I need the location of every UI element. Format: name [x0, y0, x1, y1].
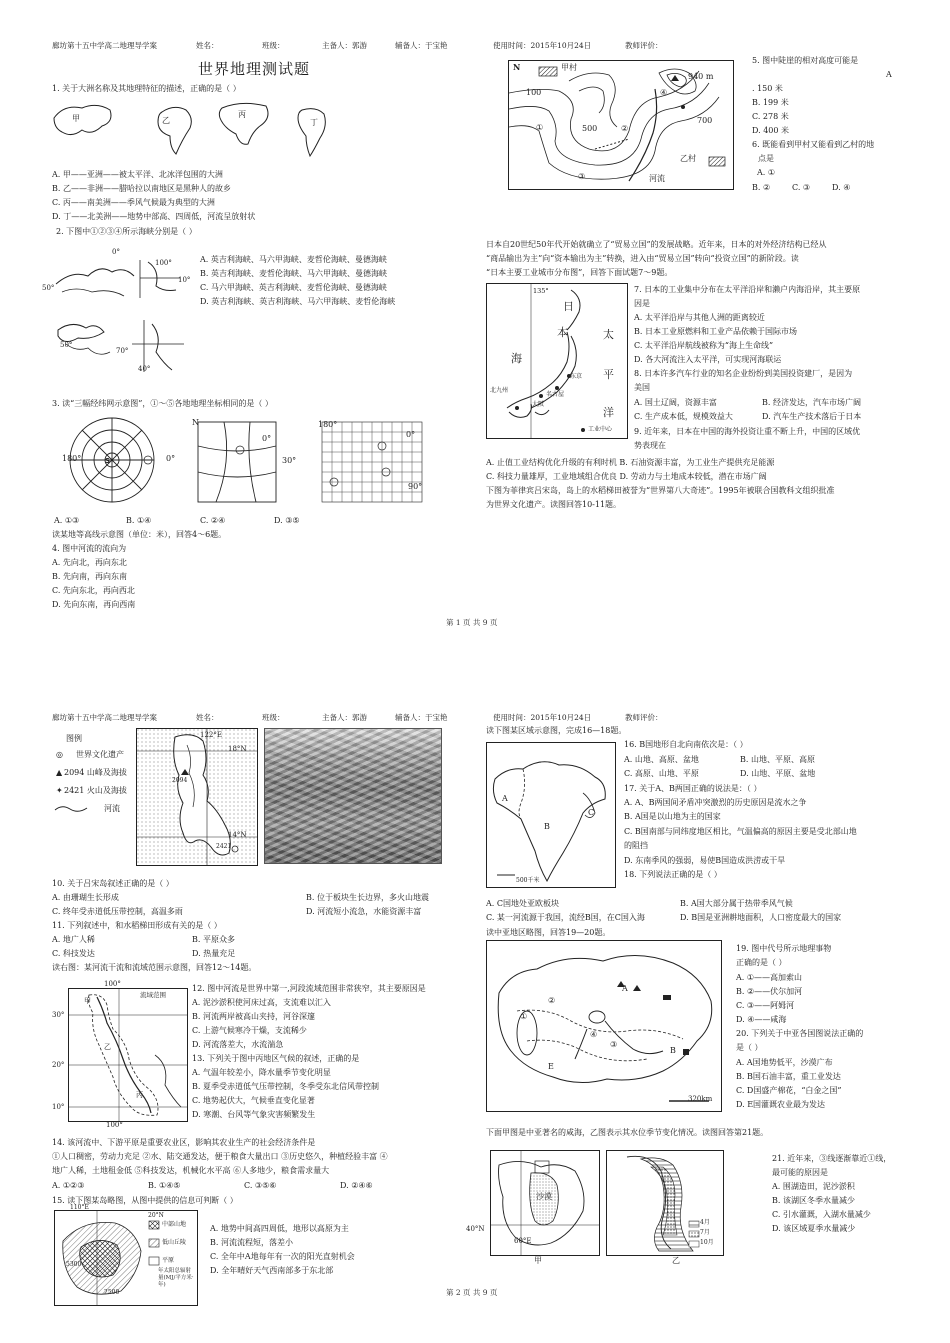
q5-option-d: D. 400 米: [752, 126, 790, 135]
south-asia-label-a: A: [502, 794, 508, 803]
q16-option-b: B. 山地、平原、高原: [740, 755, 815, 764]
q2-map-label-1: 50°: [42, 284, 55, 292]
japan-map-tokyo: 东京: [570, 373, 583, 380]
header-evaluation: 教师评价：: [625, 41, 663, 50]
q21-option-d: D. 该区域夏季水量减少: [772, 1224, 856, 1233]
q15-option-b: B. 河流流程短，落差小: [210, 1238, 293, 1247]
q3-label-0c: 0°: [406, 430, 416, 439]
luzon-label-2094: 2094: [172, 777, 188, 784]
q21-option-b: B. 该湖区冬季水量减少: [772, 1196, 855, 1205]
central-asia-label-4: ④: [590, 1030, 598, 1039]
q10-option-d: D. 河流短小流急，水能资源丰富: [306, 907, 422, 916]
contour-legend-jia: 甲村: [561, 63, 577, 72]
q9-stem-1: 9. 近年来，日本在中国的海外投资让重不断上升，中国的区域优: [634, 427, 861, 436]
q13-option-d: D. 寒潮、台风等气象灾害频繁发生: [192, 1110, 316, 1119]
q6-option-b: B. ②: [752, 183, 771, 192]
header-date: 使用时间：2015年10月24日: [493, 41, 592, 50]
q18-option-a: A. C国地处亚欧板块: [486, 899, 559, 908]
page-2-footer: 第 2 页 共 9 页: [446, 1288, 498, 1297]
q2-map-label-7: 40°: [138, 365, 151, 373]
q7-option-a: A. 太平洋沿岸与其他人洲的距离较近: [634, 313, 765, 322]
q3-option-c: C. ②④: [200, 516, 226, 525]
q10-option-b: B. 位于板块生长边界，多火山地震: [306, 893, 429, 902]
q21-option-c: C. 引水灌溉，入湖水量减少: [772, 1210, 871, 1219]
japan-map-hai: 海: [511, 352, 522, 365]
central-asia-scale: 320km: [688, 1095, 713, 1103]
q5-option-a: . 150 米: [752, 84, 783, 93]
q4-option-c: C. 先向东北，再向西北: [52, 586, 135, 595]
japan-map-ben: 本: [557, 326, 568, 339]
q2-option-b: B. 英吉利海峡、麦哲伦海峡、马六甲海峡、曼德海峡: [200, 269, 387, 278]
q8-stem-2: 美国: [634, 383, 650, 392]
header-name: 姓名：: [196, 713, 219, 722]
luzon-label-2421: 2421: [216, 843, 232, 850]
continent-jia: [54, 105, 111, 134]
aral-map-jia: [490, 1150, 600, 1256]
mekong-label-jia: 甲: [84, 997, 91, 1005]
q6-stem-2: 点是: [758, 154, 774, 163]
luzon-label-14n: 14°N: [228, 831, 247, 839]
hainan-legend-plain: 平原: [162, 1257, 175, 1264]
q5-option-c: C. 278 米: [752, 112, 789, 121]
japan-map-kitakyushu: 北九州: [490, 387, 509, 394]
mekong-label-100-top: 100°: [104, 980, 121, 988]
q12-option-c: C. 上游气候寒冷干燥，支流稀少: [192, 1026, 307, 1035]
q18-option-b: B. A国大部分属于热带季风气候: [680, 899, 793, 908]
q10-option-c: C. 终年受赤道低压带控制，高温多雨: [52, 907, 183, 916]
mekong-label-10: 10°: [52, 1103, 65, 1111]
q2-map-label-2: 0°: [112, 248, 120, 256]
q3-label-0a: 0°: [166, 454, 176, 463]
luzon-label-18n: 18°N: [228, 745, 247, 753]
south-asia-intro: 读下图某区域示意图，完成16—18题。: [486, 726, 627, 735]
q2-stem: 2. 下图中①②③④所示海峡分别是（ ）: [56, 227, 197, 236]
luzon-legend-volcano: 2421 火山及海拔: [64, 786, 127, 795]
aral-legend-apr: 4月: [700, 1219, 710, 1226]
page-1-footer: 第 1 页 共 9 页: [446, 618, 498, 627]
q2-map-label-3: 100°: [155, 259, 172, 267]
q1-option-b: B. 乙——非洲——腊哈拉以南地区是黑种人的故乡: [52, 184, 231, 193]
q3-label-180b: 180°: [318, 420, 338, 429]
q3-graticule-figure: [66, 416, 436, 508]
page-1: [0, 0, 950, 640]
q16-stem: 16. B国地形自北向南依次是：（ ）: [624, 740, 748, 749]
q1-option-d: D. 丁——北美洲——地势中部高、四周低，河流呈放射状: [52, 212, 256, 221]
q8-option-b: B. 经济发达，汽车市场广阔: [762, 398, 861, 407]
aral-intro: 下面甲图是中亚著名的咸海，乙图表示其水位季节变化情况。读图回答第21题。: [486, 1128, 769, 1137]
aral-legend-oct: 10月: [700, 1239, 714, 1246]
q20-stem-2: 是（ ）: [736, 1043, 763, 1052]
q12-option-d: D. 河流落差大，水流湍急: [192, 1040, 284, 1049]
luzon-legend-peak: 2094 山峰及海拔: [64, 768, 127, 777]
japan-map-legend: 工业中心: [588, 426, 613, 433]
q1-label-bing: 丙: [238, 110, 246, 119]
q7-stem-2: 因是: [634, 299, 650, 308]
contour-legend-yi: 乙村: [680, 154, 696, 163]
q19-stem-2: 正确的是（ ）: [736, 958, 787, 967]
q21-option-a: A. 围湖造田，泥沙淤积: [772, 1182, 855, 1191]
q17-option-b: B. A国是以山地为主的国家: [624, 812, 721, 821]
q15-option-c: C. 全年中A地每年有一次的阳光直射机会: [210, 1252, 355, 1261]
rice-terraces-photo: [264, 728, 442, 864]
mekong-map: [68, 988, 188, 1122]
q2-map-label-6: 70°: [116, 347, 129, 355]
mekong-label-bing: 丙: [136, 1091, 143, 1099]
q13-option-c: C. 地势起伏大，气候垂直变化显著: [192, 1096, 315, 1105]
q7-option-b: B. 日本工业原燃料和工业产品依赖于国际市场: [634, 327, 797, 336]
japan-map-yang: 洋: [603, 406, 614, 419]
river: [629, 89, 657, 181]
central-asia-label-e: E: [548, 1062, 554, 1071]
q2-option-c: C. 马六甲海峡、英吉利海峡、麦哲伦海峡、曼德海峡: [200, 283, 387, 292]
contour-point-2: ②: [621, 124, 629, 133]
q19-option-a: A. ①——高加索山: [736, 973, 803, 982]
q14-line-2: ①人口稠密，劳动力充足 ②水、陆交通发达，便于粮食大量出口 ③历史悠久，种植经验丰富 ④: [52, 1152, 388, 1161]
luzon-legend-title: 图例: [66, 734, 82, 743]
q6-option-c: C. ③: [792, 183, 811, 192]
aral-label-40n: 40°N: [466, 1225, 485, 1233]
contour-100: 100: [526, 88, 542, 97]
contour-point-3: ③: [578, 172, 586, 181]
aral-label-60e: 60°E: [514, 1237, 532, 1245]
q4-option-a: A. 先向北，再向东北: [52, 558, 127, 567]
japan-map-135: 135°: [533, 287, 549, 295]
contour-north: N: [513, 62, 521, 72]
japan-intro-2: “商品输出为主”向“资本输出为主”转换，进入由“贸易立国”转向“投资立国”的新阶段。读: [486, 254, 799, 263]
q14-option-c: C. ③⑤⑥: [244, 1181, 277, 1190]
q18-stem: 18. 下列说法正确的是（ ）: [624, 870, 722, 879]
mekong-intro: 读右图：某河流干流和流域范围示意图，回答12～14题。: [52, 963, 257, 972]
q21-stem-1: 21. 近年来，③线逐渐靠近①线，: [772, 1154, 892, 1163]
q16-option-a: A. 山地、高原、盆地: [624, 755, 699, 764]
q7-option-d: D. 各大河流注入太平洋，可实现河海联运: [634, 355, 782, 364]
header-evaluation: 教师评价：: [625, 713, 663, 722]
contour-peak: 940 m: [688, 72, 714, 81]
q5-mark: A: [886, 70, 892, 79]
q13-option-a: A. 气温年较差小，降水量季节变化明显: [192, 1068, 331, 1077]
q1-option-a: A. 甲——亚洲——被太平洋、北冰洋包围的大洲: [52, 170, 223, 179]
japan-map-osaka: 大阪: [532, 401, 545, 408]
south-asia-map: [486, 742, 616, 888]
q5-option-b: B. 199 米: [752, 98, 789, 107]
q10-option-a: A. 由珊瑚生长形成: [52, 893, 119, 902]
q3-label-180: 180°: [62, 454, 82, 463]
q3-label-30: 30°: [282, 456, 297, 465]
header-assist-author: 辅备人：于宝艳: [395, 713, 448, 722]
central-asia-label-3: ③: [610, 1040, 618, 1049]
q14-line-3: 地广人稀，土地租金低 ⑤科技发达，机械化水平高 ⑥人多地少，粮食需求量大: [52, 1166, 330, 1175]
q17-option-c-cont: 的阻挡: [624, 841, 648, 850]
q6-option-a: A. ①: [757, 168, 776, 177]
phil-intro-2: 为世界文化遗产。读图回答10-11题。: [486, 500, 622, 509]
q2-map-label-4: 10°: [178, 276, 191, 284]
q1-label-jia: 甲: [72, 114, 80, 123]
central-asia-label-a: A: [622, 984, 628, 993]
central-asia-label-1: ①: [520, 1012, 528, 1021]
continent-yi: [158, 107, 191, 154]
q2-map-label-5: 50°: [60, 341, 73, 349]
japan-map-ping: 平: [603, 368, 614, 381]
q18-option-d: D. B国是亚洲耕地面积，人口密度最大的国家: [680, 913, 842, 922]
q13-option-b: B. 夏季受赤道低气压带控制，冬季受东北信风带控制: [192, 1082, 379, 1091]
central-asia-label-2: ②: [548, 996, 556, 1005]
mekong-label-100-bottom: 100°: [106, 1121, 123, 1129]
heritage-icon: ◎: [56, 750, 63, 759]
q12-option-b: B. 河流两岸被高山夹持，河谷深邃: [192, 1012, 315, 1021]
q1-label-yi: 乙: [162, 116, 170, 125]
hainan-label-2500: 2500: [104, 1289, 120, 1296]
mekong-legend: 流域范围: [140, 991, 166, 999]
q17-option-d: D. 东南季风的强弱，易使B国造成洪涝或干旱: [624, 856, 786, 865]
river-icon: [54, 804, 88, 814]
luzon-legend-heritage: 世界文化遗产: [76, 750, 124, 759]
q20-option-b: B. B国石油丰富，重工业发达: [736, 1072, 841, 1081]
header-class: 班级：: [262, 713, 285, 722]
q11-option-a: A. 地广人稀: [52, 935, 95, 944]
header-date: 使用时间：2015年10月24日: [493, 713, 592, 722]
q9-stem-2: 势表现在: [634, 441, 666, 450]
q3-stem: 3. 读“三幅经纬网示意图”，①～⑤各地地理坐标相同的是（ ）: [52, 399, 273, 408]
q14-option-d: D. ②④⑥: [340, 1181, 373, 1190]
q4-option-b: B. 先向南，再向东南: [52, 572, 127, 581]
phil-intro-1: 下图为菲律宾吕宋岛，岛上的水稻梯田被誉为“世界第八大奇迹”。1995年被联合国教科文组织批准: [486, 486, 835, 495]
q20-option-d: D. E国灌溉农业最为发达: [736, 1100, 826, 1109]
q21-stem-2: 最可能的原因是: [772, 1168, 828, 1177]
contour-700: 700: [697, 116, 713, 125]
luzon-label-122e: 122°E: [200, 731, 222, 739]
hainan-label-20n: 20°N: [148, 1212, 164, 1219]
volcano-icon: ✦: [56, 786, 63, 795]
aral-label-desert: 沙漠: [536, 1192, 552, 1201]
q3-option-a: A. ①③: [54, 516, 80, 525]
q20-option-c: C. D国盛产棉花，“白金之国”: [736, 1086, 842, 1095]
peak-icon: ▲: [56, 768, 63, 777]
aral-legend-jul: 7月: [700, 1229, 710, 1236]
q11-option-c: C. 科技发达: [52, 949, 95, 958]
q7-stem-1: 7. 日本的工业集中分布在太平洋沿岸和濑户内海沿岸，其主要原: [634, 285, 861, 294]
luzon-legend-river: 河流: [104, 804, 120, 813]
q10-stem: 10. 关于吕宋岛叙述正确的是（ ）: [52, 879, 174, 888]
contour-point-1: ①: [536, 123, 544, 132]
header-assist-author: 辅备人：于宝艳: [395, 41, 448, 50]
page-gap: [0, 640, 950, 690]
contour-point-4: ④: [660, 88, 668, 97]
svg-text:S: S: [105, 457, 111, 465]
q2-option-d: D. 英吉利海峡、英吉利海峡、马六甲海峡、麦哲伦海峡: [200, 297, 396, 306]
q19-option-c: C. ③——阿姆河: [736, 1001, 795, 1010]
q12-option-a: A. 泥沙淤积使河床过高，支流难以汇入: [192, 998, 331, 1007]
hainan-legend-radiation: 年太阳总辐射量(MJ/平方米·年): [158, 1268, 194, 1288]
contour-500: 500: [582, 124, 598, 133]
header-main-author: 主备人：郭游: [322, 41, 367, 50]
q18-option-c: C. 某一河流源于我国，流经B国，在C国入海: [486, 913, 645, 922]
q2-straits-figure: [52, 240, 197, 380]
q14-option-b: B. ①④⑤: [148, 1181, 181, 1190]
q20-option-a: A. A国地势低平，沙漠广布: [736, 1058, 833, 1067]
q11-stem: 11. 下列叙述中，和水稻梯田形成有关的是（ ）: [52, 921, 222, 930]
q8-stem-1: 8. 日本许多汽车行业的知名企业纷纷到美国投资建厂，是因为: [634, 369, 853, 378]
hainan-legend-mountain: 中部山地: [162, 1221, 187, 1228]
q1-label-ding: 丁: [310, 118, 318, 127]
q9-option-ab: A. 止值工业结构优化升级的有利时机 B. 石油资源丰富，为工业生产提供充足能源: [486, 458, 775, 467]
q9-option-cd: C. 科技力量雄厚，工业地域组合优良 D. 劳动力与土地成本较低，潜在市场广阔: [486, 472, 767, 481]
q16-option-c: C. 高原、山地、平原: [624, 769, 699, 778]
south-asia-scale: 500千米: [516, 877, 540, 884]
hainan-legend-hills: 低山丘陵: [162, 1239, 187, 1246]
q8-option-a: A. 国土辽阔，资源丰富: [634, 398, 717, 407]
q13-stem: 13. 下列关于图中丙地区气候的叙述，正确的是: [192, 1054, 360, 1063]
q15-option-a: A. 地势中间高四周低，地形以高原为主: [210, 1224, 349, 1233]
header-name: 姓名：: [196, 41, 219, 50]
header-main-author: 主备人：郭游: [322, 713, 367, 722]
mekong-label-20: 20°: [52, 1061, 65, 1069]
q4-option-d: D. 先向东南，再向西南: [52, 600, 136, 609]
japan-intro-3: “日本主要工业城市分布图”，回答下面试题7～9题。: [486, 268, 673, 277]
japan-intro-1: 日本自20世纪50年代开始就确立了“贸易立国”的发展战略。近年来，日本的对外经济结构已经从: [486, 240, 827, 249]
q1-option-c: C. 丙——南美洲——季风气候最为典型的大洲: [52, 198, 215, 207]
q19-option-d: D. ④——咸海: [736, 1015, 787, 1024]
q1-continents-figure: [52, 96, 352, 162]
q6-stem-1: 6. 既能看到甲村又能看到乙村的地: [752, 140, 875, 149]
japan-map-nagoya: 名古屋: [546, 391, 565, 398]
contour-river: 河流: [649, 174, 665, 183]
aral-label-jia: 甲: [534, 1256, 542, 1265]
japan-map-ri: 日: [563, 300, 574, 313]
q5-stem: 5. 图中陡崖的相对高度可能是: [752, 56, 859, 65]
q3-label-n: N: [192, 418, 199, 427]
q7-option-c: C. 太平洋沿岸航线被称为“海上生命线”: [634, 341, 774, 350]
south-asia-label-b: B: [544, 822, 550, 831]
q3-label-0b: 0°: [262, 434, 272, 443]
q6-option-d: D. ④: [832, 183, 851, 192]
page-title: 世界地理测试题: [198, 60, 311, 78]
q3-option-b: B. ①④: [126, 516, 152, 525]
q14-stem: 14. 该河流中、下游平原是重要农业区，影响其农业生产的社会经济条件是: [52, 1138, 316, 1147]
q19-option-b: B. ②——伏尔加河: [736, 987, 803, 996]
q11-option-b: B. 平原众多: [192, 935, 235, 944]
south-asia-label-c: C: [588, 808, 595, 817]
hainan-label-5300: 5300: [66, 1261, 82, 1268]
central-asia-map: [486, 940, 722, 1112]
mekong-label-yi: 乙: [104, 1043, 111, 1051]
q8-option-c: C. 生产成本低，规模效益大: [634, 412, 733, 421]
aral-label-yi: 乙: [672, 1256, 680, 1265]
continent-ding: [298, 109, 325, 156]
japan-map-tai: 太: [603, 328, 614, 341]
q20-stem-1: 20. 下列关于中亚各国图说法正确的: [736, 1029, 864, 1038]
q3-option-d: D. ③⑤: [274, 516, 300, 525]
q4-stem: 4. 图中河流的流向为: [52, 544, 127, 553]
q11-option-d: D. 热量充足: [192, 949, 236, 958]
mekong-label-30: 30°: [52, 1011, 65, 1019]
q3-label-90: 90°: [408, 482, 423, 491]
q17-option-c: C. B国南部与同纬度地区相比，气温偏高的原因主要是受北部山地: [624, 827, 857, 836]
q2-option-a: A. 英吉利海峡、马六甲海峡、麦哲伦海峡、曼德海峡: [200, 255, 387, 264]
contour-intro: 读某地等高线示意图（单位：米），回答4～6题。: [52, 530, 227, 539]
header-school: 廊坊第十五中学高二地理导学案: [52, 41, 157, 50]
q17-stem: 17. 关于A、B两国正确的说法是：（ ）: [624, 784, 762, 793]
q14-option-a: A. ①②③: [52, 1181, 85, 1190]
q15-option-d: D. 全年晴好天气西南部多于东北部: [210, 1266, 334, 1275]
hainan-label-110e: 110°E: [70, 1204, 89, 1211]
central-asia-intro: 读中亚地区略图，回答19—20题。: [486, 928, 611, 937]
central-asia-label-b: B: [670, 1046, 676, 1055]
q12-stem: 12. 图中河流是世界中第一,河段流域范围非常狭窄，其主要原因是: [192, 984, 426, 993]
q16-option-d: D. 山地、平原、盆地: [740, 769, 816, 778]
page-2: [0, 690, 950, 1310]
q19-stem-1: 19. 图中代号所示地理事物: [736, 944, 832, 953]
q17-option-a: A. A、B两国间矛盾冲突激烈的历史原因是流水之争: [624, 798, 807, 807]
header-school: 廊坊第十五中学高二地理导学案: [52, 713, 157, 722]
q15-stem: 15. 读下图某岛略图，从图中提供的信息可判断（ ）: [52, 1196, 238, 1205]
q1-stem: 1. 关于大洲名称及其地理特征的描述，正确的是（ ）: [52, 84, 241, 93]
q8-option-d: D. 汽车生产技术落后于日本: [762, 412, 862, 421]
header-class: 班级：: [262, 41, 285, 50]
